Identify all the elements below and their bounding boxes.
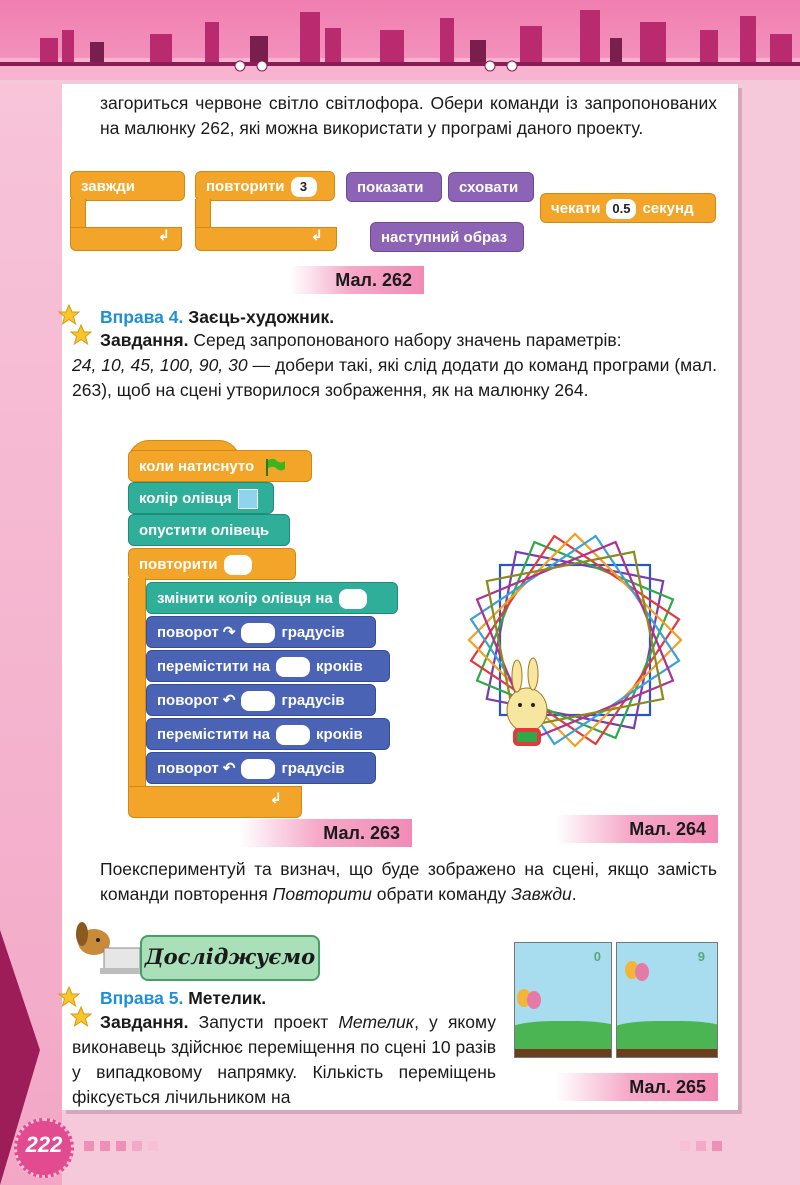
task-text-1: Серед запропонованого набору значень параметрів: <box>193 330 622 350</box>
fig263-caption: Мал. 263 <box>240 819 412 847</box>
move-slot <box>276 725 310 745</box>
rotate-ccw-icon: ↶ <box>222 692 236 709</box>
butterfly-icon <box>515 989 545 1013</box>
counter-1: 0 <box>593 949 601 964</box>
star-icon <box>70 324 92 346</box>
repeat-loop-block <box>128 548 296 580</box>
dog-laptop-icon <box>64 912 144 982</box>
turn-ccw-slot <box>241 691 275 711</box>
change-color-label: змінити колір олівця на <box>157 590 333 607</box>
when-flag-clicked-block <box>128 450 312 482</box>
steps-label: кроків <box>316 658 363 675</box>
repeat-label: повторити <box>139 556 218 573</box>
exercise5-title <box>100 986 500 1011</box>
spiro-square <box>471 536 679 744</box>
footer-dots-right <box>680 1138 722 1156</box>
task-text-2: — добери такі, які слід додати до команд програми (мал. 263), щоб на сцені утворилося зображення, як на малюнку 264. <box>72 355 717 400</box>
ex5-project: Метелик <box>338 1012 415 1032</box>
intro-paragraph: загориться червоне світло світлофора. Обери команди із запропонованих на малюнку 262, які можна використати у програмі даного проекту. <box>100 93 717 138</box>
move-slot <box>276 657 310 677</box>
repeat-block-head <box>195 171 335 201</box>
hide-block: сховати <box>448 172 534 202</box>
wait-block <box>540 193 716 223</box>
loop-arrow-icon: ↲ <box>158 227 170 243</box>
spiro-square <box>477 542 673 738</box>
ex5-text-a: Запусти проект <box>198 1012 339 1032</box>
turn-cw-slot <box>241 623 275 643</box>
degrees-label: градусів <box>281 760 345 777</box>
fig264-spirograph <box>445 500 705 780</box>
move-label: перемістити на <box>157 726 271 743</box>
fig264-caption: Мал. 264 <box>556 815 718 843</box>
fig262-repeat-block <box>195 171 340 251</box>
fig265-stage-2 <box>616 942 718 1058</box>
rotate-cw-icon: ↷ <box>222 624 236 641</box>
exercise4-title <box>100 305 717 330</box>
move-block-2 <box>146 718 390 750</box>
when-clicked-label: коли натиснуто <box>139 458 255 475</box>
experiment-paragraph <box>100 857 717 907</box>
fig262-forever-block <box>70 171 185 251</box>
wait-label: чекати <box>551 200 601 217</box>
bunny-icon <box>507 658 547 746</box>
move-label: перемістити на <box>157 658 271 675</box>
change-color-slot <box>339 589 367 609</box>
loop-arrow-icon: ↲ <box>270 790 282 806</box>
turn-cw-label: поворот <box>157 624 219 641</box>
turn-cw-block <box>146 616 376 648</box>
research-banner <box>140 935 320 981</box>
rotate-ccw-icon: ↶ <box>222 760 236 777</box>
task-label: Завдання. <box>100 1012 189 1032</box>
p2-text-c: . <box>571 884 577 904</box>
pen-color-label: колір олівця <box>139 490 232 507</box>
exercise4-label: Вправа 4. <box>100 307 184 327</box>
parameter-values: 24, 10, 45, 100, 90, 30 <box>72 355 248 375</box>
p2-repeat: Повторити <box>272 884 372 904</box>
forever-block-arm <box>70 199 86 229</box>
spiro-square <box>477 542 673 738</box>
fig265-caption: Мал. 265 <box>556 1073 718 1101</box>
pen-color-block <box>128 482 274 514</box>
repeat-block-arm <box>195 199 211 229</box>
turn-ccw-label: поворот <box>157 692 219 709</box>
repeat-value: 3 <box>291 177 317 197</box>
p2-forever: Завжди <box>511 884 572 904</box>
exercise4-name: Заєць-художник. <box>188 307 335 327</box>
wait-unit: секунд <box>642 200 694 217</box>
fig265-stage-1 <box>514 942 612 1058</box>
repeat-label: повторити <box>206 178 285 195</box>
exercise4-task <box>100 328 717 353</box>
turn-ccw-block-2 <box>146 752 376 784</box>
p2-text-a: Поекспериментуй та визнач, що буде зображено на сцені, якщо замість команди повторення <box>100 859 717 904</box>
show-block: показати <box>346 172 442 202</box>
green-flag-icon <box>264 457 286 477</box>
degrees-label: градусів <box>281 624 345 641</box>
header-skyline <box>0 0 800 80</box>
exercise5-label: Вправа 5. <box>100 988 184 1008</box>
exercise5-name: Метелик. <box>188 988 267 1008</box>
skyline-illustration <box>0 0 800 80</box>
fig263-script <box>128 440 408 820</box>
butterfly-icon <box>623 961 653 985</box>
exercise5-task <box>72 1010 496 1110</box>
degrees-label: градусів <box>281 692 345 709</box>
task-label: Завдання. <box>100 330 189 350</box>
steps-label: кроків <box>316 726 363 743</box>
turn-ccw-label: поворот <box>157 760 219 777</box>
spiro-square <box>471 536 679 744</box>
pen-down-block: опустити олівець <box>128 514 290 546</box>
fig262-caption: Мал. 262 <box>290 266 424 294</box>
turn-ccw-slot <box>241 759 275 779</box>
turn-ccw-block-1 <box>146 684 376 716</box>
next-costume-block: наступний образ <box>370 222 524 252</box>
forever-block-head: завжди <box>70 171 185 201</box>
repeat-slot <box>224 555 252 575</box>
ex5-text-b: , у якому виконавець здійснює переміщення по сцені 10 разів у випадковому напрямку. Кількість переміщень фіксується лічильником на <box>72 1012 496 1107</box>
wait-value: 0.5 <box>606 199 636 219</box>
counter-2: 9 <box>697 949 705 964</box>
color-swatch <box>238 489 258 509</box>
change-pen-color-block <box>146 582 398 614</box>
p2-text-b: обрати команду <box>371 884 512 904</box>
star-icon <box>58 986 80 1008</box>
footer-dots-left <box>84 1138 158 1156</box>
loop-arrow-icon: ↲ <box>311 227 323 243</box>
star-icon <box>58 304 80 326</box>
move-block-1 <box>146 650 390 682</box>
exercise4-task-cont <box>72 353 717 403</box>
research-banner-label: Досліджуємо <box>144 944 316 969</box>
repeat-loop-arm <box>128 578 146 788</box>
page-number: 222 <box>25 1132 63 1157</box>
